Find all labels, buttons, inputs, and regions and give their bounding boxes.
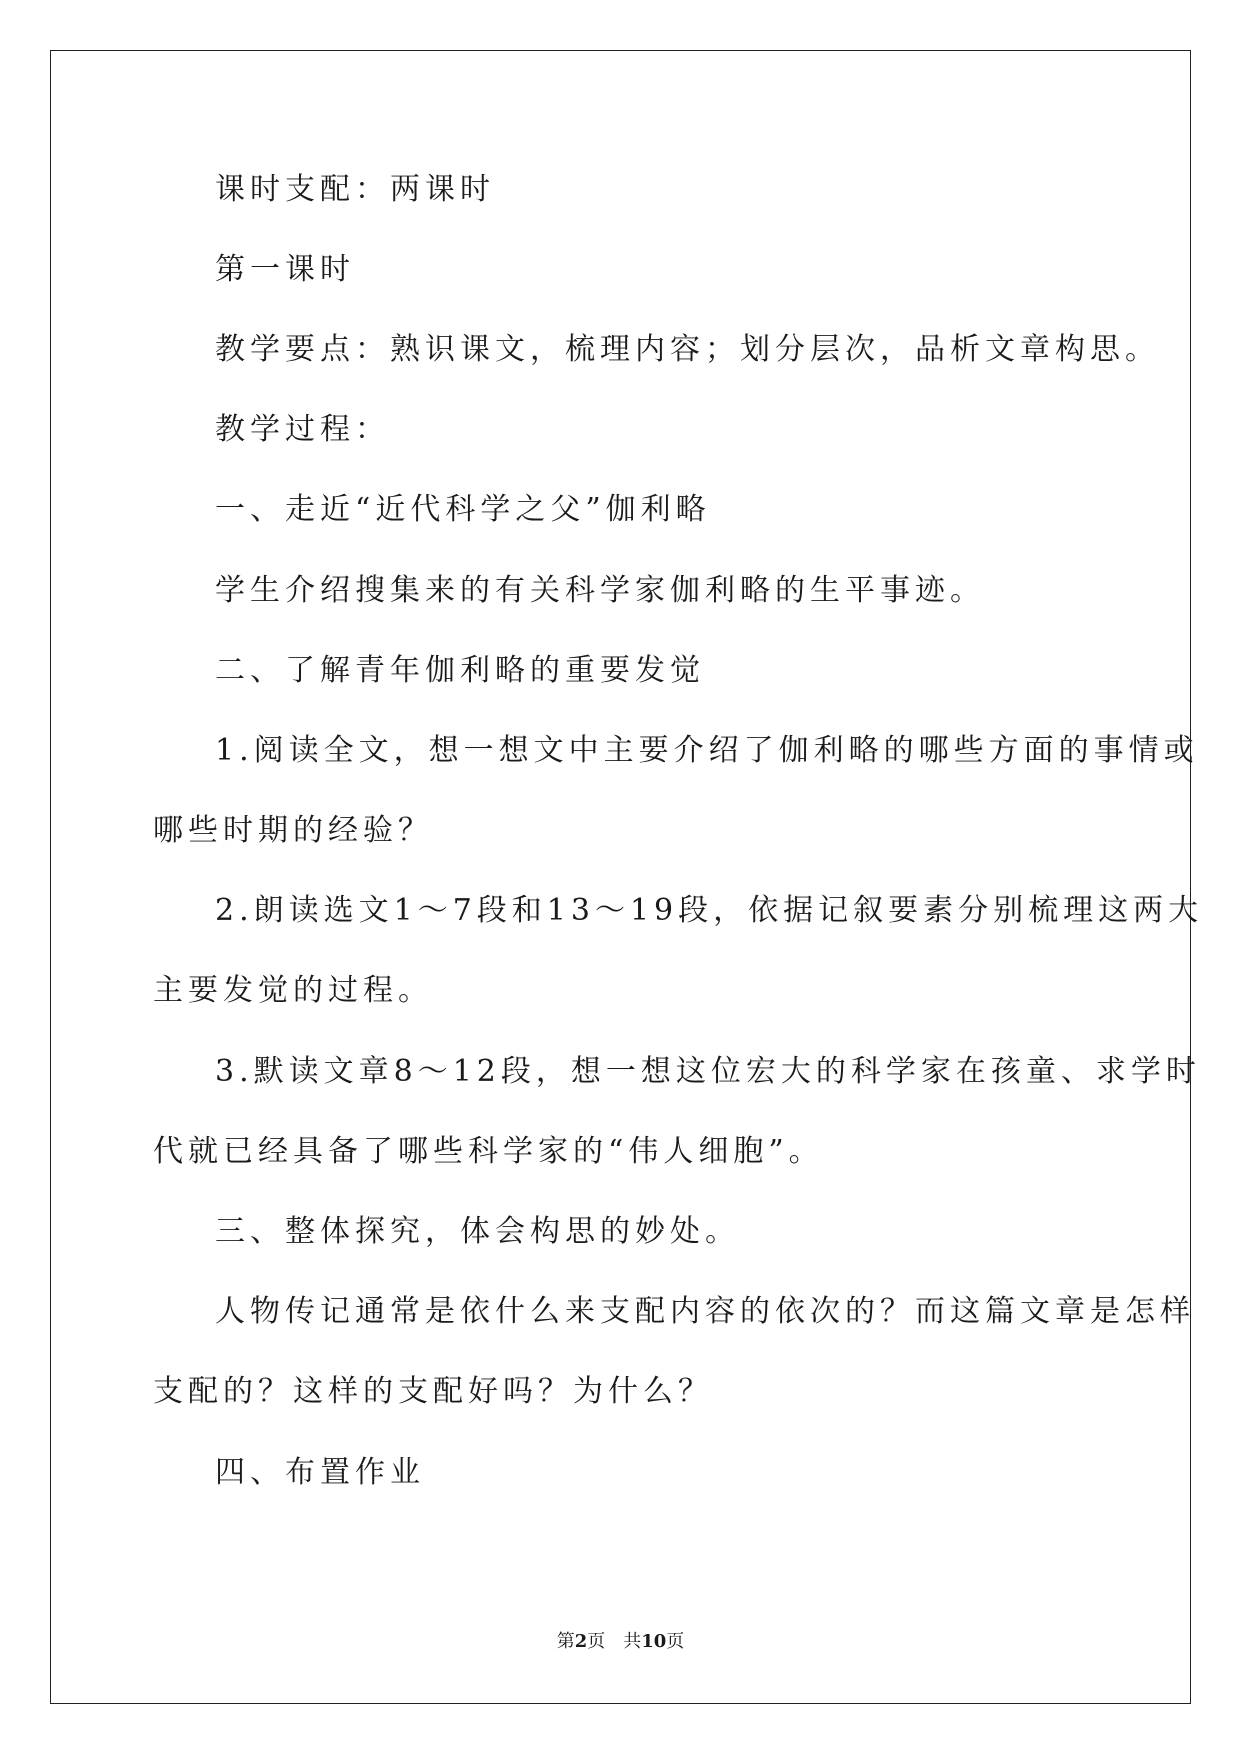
section-heading-2: 二、了解青年伽利略的重要发觉 [215, 653, 705, 688]
footer-page-suffix: 页 [587, 1631, 606, 1652]
text-line-intro: 学生介绍搜集来的有关科学家伽利略的生平事迹。 [215, 573, 985, 608]
footer-total-prefix: 共 [623, 1631, 642, 1652]
text-line-question: 人物传记通常是依什么来支配内容的依次的？而这篇文章是怎样 [215, 1294, 1195, 1329]
text-line-teaching-points: 教学要点：熟识课文，梳理内容；划分层次，品析文章构思。 [215, 332, 1160, 367]
text-line-schedule: 课时支配：两课时 [215, 172, 495, 207]
text-line-first-lesson: 第一课时 [215, 252, 355, 287]
text-line-teaching-process: 教学过程： [215, 412, 390, 447]
text-line-item-3-cont: 代就已经具备了哪些科学家的“伟人细胞”。 [153, 1134, 824, 1169]
footer-total-pages: 10 [641, 1631, 667, 1652]
section-heading-1: 一、走近“近代科学之父”伽利略 [215, 492, 711, 527]
footer-prefix: 第 [556, 1631, 575, 1652]
footer-total-suffix: 页 [666, 1631, 685, 1652]
footer-page-number: 2 [574, 1631, 588, 1652]
text-line-item-1: 1.阅读全文，想一想文中主要介绍了伽利略的哪些方面的事情或 [215, 733, 1199, 768]
section-heading-3: 三、整体探究，体会构思的妙处。 [215, 1214, 740, 1249]
text-line-item-2-cont: 主要发觉的过程。 [153, 973, 433, 1008]
section-heading-4: 四、布置作业 [215, 1455, 425, 1490]
text-line-item-3: 3.默读文章8～12段，想一想这位宏大的科学家在孩童、求学时 [215, 1054, 1201, 1089]
page-footer [0, 1630, 1241, 1654]
text-line-item-1-cont: 哪些时期的经验？ [153, 813, 433, 848]
text-line-question-cont: 支配的？这样的支配好吗？为什么？ [153, 1374, 713, 1409]
text-line-item-2: 2.朗读选文1～7段和13～19段，依据记叙要素分别梳理这两大 [215, 893, 1204, 928]
